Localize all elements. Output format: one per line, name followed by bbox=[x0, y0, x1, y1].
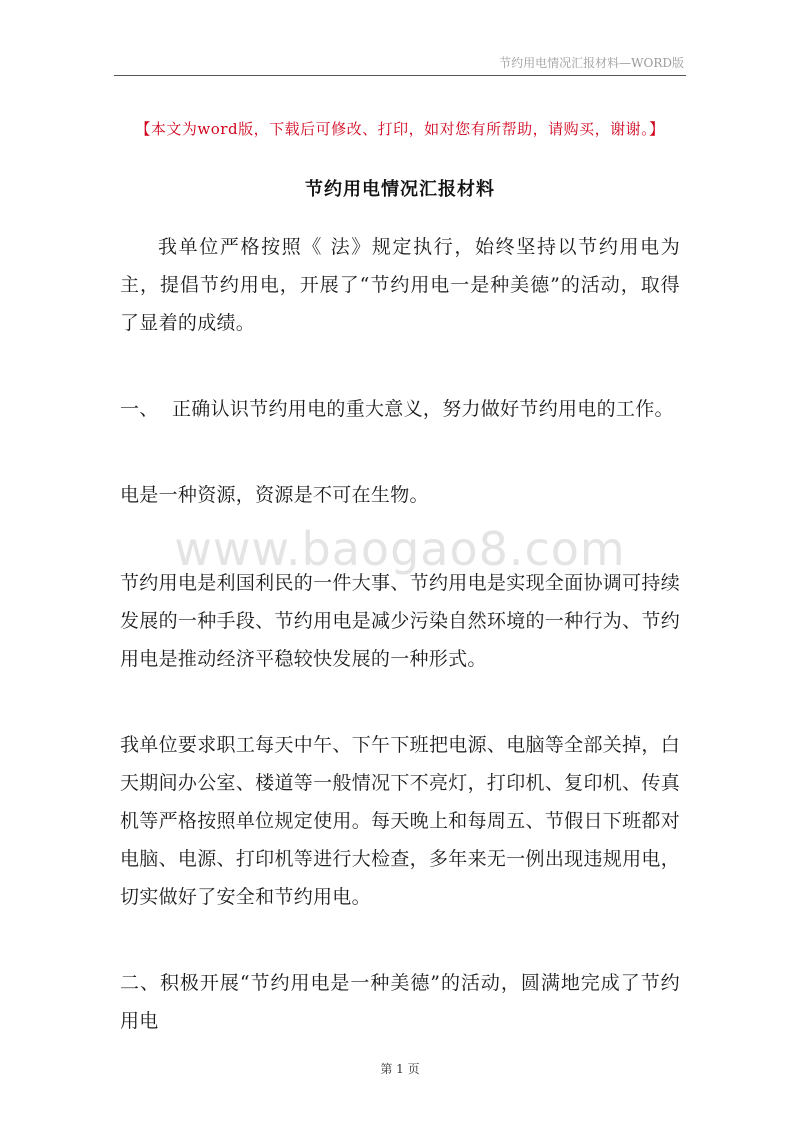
watermark: www.baogao8.com bbox=[174, 522, 626, 576]
section-two-heading: 二、积极开展“节约用电是一种美德”的活动，圆满地完成了节约用电 bbox=[120, 972, 680, 1032]
document-title: 节约用电情况汇报材料 bbox=[305, 179, 495, 200]
rules-paragraph: 我单位要求职工每天中午、下午下班把电源、电脑等全部关掉，白天期间办公室、楼道等一般情况下不亮灯，打印机、复印机、传真机等严格按照单位规定使用。每天晚上和每周五、节假日下班都对电脑、电源、打印机等进行大检查，多年来无一例出现违规用电，切实做好了安全和节约用电。 bbox=[120, 734, 680, 908]
page-number: 第 1 页 bbox=[380, 1062, 420, 1076]
intro-paragraph: 我单位严格按照《 法》规定执行，始终坚持以节约用电为主，提倡节约用电，开展了“节约用电一是种美德”的活动，取得了显着的成绩。 bbox=[120, 236, 680, 334]
resource-paragraph: 电是一种资源，资源是不可在生物。 bbox=[120, 484, 429, 506]
document-body bbox=[120, 228, 680, 1040]
header-rule bbox=[114, 75, 686, 76]
benefit-paragraph: 节约用电是利国利民的一件大事、节约用电是实现全面协调可持续发展的一种手段、节约用电是减少污染自然环境的一种行为、节约用电是推动经济平稳较快发展的一种形式。 bbox=[120, 572, 680, 670]
running-header: 节约用电情况汇报材料—WORD版 bbox=[499, 56, 684, 70]
section-one-heading bbox=[120, 390, 680, 428]
section-one-number: 一、 bbox=[120, 398, 159, 420]
purchase-notice: 【本文为word版，下载后可修改、打印，如对您有所帮助，请购买，谢谢。】 bbox=[135, 120, 665, 138]
section-one-text: 正确认识节约用电的重大意义，努力做好节约用电的工作。 bbox=[172, 398, 674, 420]
